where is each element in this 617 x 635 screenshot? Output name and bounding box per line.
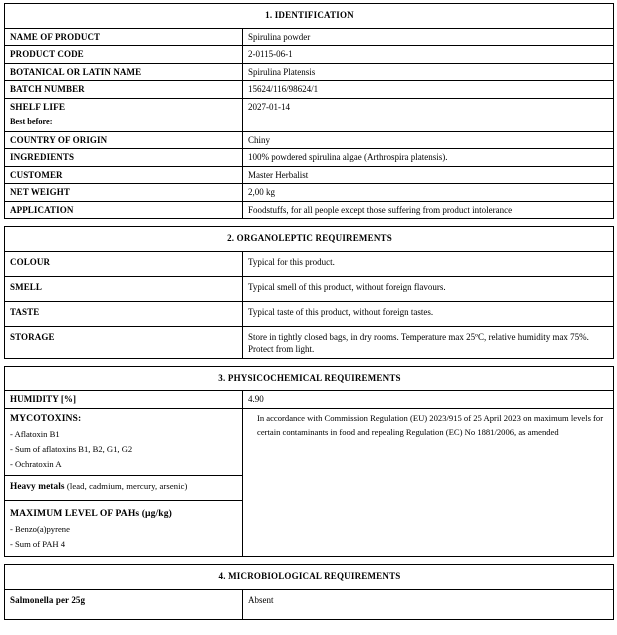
section-title-microbiological: 4. MICROBIOLOGICAL REQUIREMENTS xyxy=(5,565,614,590)
row-label-botanical-name: BOTANICAL OR LATIN NAME xyxy=(5,63,243,81)
row-value-storage: Store in tightly closed bags, in dry rooms. Temperature max 25ºC, relative humidity max 75%. Protect from light. xyxy=(243,326,614,358)
row-value-application: Foodstuffs, for all people except those suffering from product intolerance xyxy=(243,201,614,219)
section-title-row xyxy=(5,227,614,252)
row-value-humidity: 4.90 xyxy=(243,391,614,409)
section-microbiological-table xyxy=(4,564,614,620)
section-title-row xyxy=(5,366,614,391)
row-label-heavy-metals xyxy=(10,480,238,494)
row-label-smell: SMELL xyxy=(5,276,243,301)
row-value-colour: Typical for this product. xyxy=(243,251,614,276)
row-label-pahs-cell xyxy=(5,500,243,557)
row-value-ingredients: 100% powdered spirulina algae (Arthrospira platensis). xyxy=(243,149,614,167)
row-label-customer: CUSTOMER xyxy=(5,166,243,184)
row-value-smell: Typical smell of this product, without foreign flavours. xyxy=(243,276,614,301)
section-organoleptic-table xyxy=(4,226,614,359)
row-value-botanical-name: Spirulina Platensis xyxy=(243,63,614,81)
section-physicochemical-table xyxy=(4,366,614,558)
mycotoxin-item-sum-aflatoxins: - Sum of aflatoxins B1, B2, G1, G2 xyxy=(10,444,133,454)
section-title-identification: 1. IDENTIFICATION xyxy=(5,4,614,29)
row-value-net-weight: 2,00 kg xyxy=(243,184,614,202)
row-label-mycotoxins-cell xyxy=(5,408,243,476)
pah-item-sum-of-pah4: - Sum of PAH 4 xyxy=(10,539,66,549)
row-value-taste: Typical taste of this product, without foreign tastes. xyxy=(243,301,614,326)
row-value-country-of-origin: Chiny xyxy=(243,131,614,149)
section-title-physicochemical: 3. PHYSICOCHEMICAL REQUIREMENTS xyxy=(5,366,614,391)
mycotoxin-item-ochratoxin-a: - Ochratoxin A xyxy=(10,459,62,469)
row-label-shelf-life: SHELF LIFE xyxy=(10,102,66,113)
table-row xyxy=(5,81,614,99)
heavy-metals-bold: Heavy metals xyxy=(10,482,65,492)
row-label-taste: TASTE xyxy=(5,301,243,326)
table-row xyxy=(5,251,614,276)
row-label-application: APPLICATION xyxy=(5,201,243,219)
row-label-country-of-origin: COUNTRY OF ORIGIN xyxy=(5,131,243,149)
table-row xyxy=(5,276,614,301)
row-value-shelf-life: 2027-01-14 xyxy=(243,98,614,131)
row-value-customer: Master Herbalist xyxy=(243,166,614,184)
row-label-mycotoxins: MYCOTOXINS: xyxy=(10,412,82,424)
row-label-batch-number: BATCH NUMBER xyxy=(5,81,243,99)
table-row xyxy=(5,326,614,358)
row-label-storage: STORAGE xyxy=(5,326,243,358)
row-label-shelf-life-cell xyxy=(5,98,243,131)
table-row xyxy=(5,131,614,149)
regulation-note-text: In accordance with Commission Regulation (EU) 2023/915 of 25 April 2023 on maximum levels for certain contaminants in food and repealing Regulation (EC) No 1881/2006, as amended xyxy=(257,412,604,437)
section-title-organoleptic: 2. ORGANOLEPTIC REQUIREMENTS xyxy=(5,227,614,252)
row-value-product-code: 2-0115-06-1 xyxy=(243,46,614,64)
row-label-salmonella: Salmonella per 25g xyxy=(5,589,243,619)
row-value-salmonella: Absent xyxy=(243,589,614,619)
table-row xyxy=(5,408,614,476)
table-row xyxy=(5,63,614,81)
table-row xyxy=(5,589,614,619)
table-row xyxy=(5,28,614,46)
row-label-humidity: HUMIDITY [%] xyxy=(5,391,243,409)
row-label-colour: COLOUR xyxy=(5,251,243,276)
row-value-batch-number: 15624/116/98624/1 xyxy=(243,81,614,99)
row-value-regulation-note-cell xyxy=(243,408,614,557)
table-row xyxy=(5,46,614,64)
pah-item-benzoapyrene: - Benzo(a)pyrene xyxy=(10,524,70,534)
row-label-product-code: PRODUCT CODE xyxy=(5,46,243,64)
section-title-row xyxy=(5,565,614,590)
mycotoxin-item-aflatoxin-b1: - Aflatoxin B1 xyxy=(10,429,60,439)
section-identification-table xyxy=(4,3,614,219)
row-label-best-before: Best before: xyxy=(10,117,53,126)
table-row xyxy=(5,98,614,131)
section-title-row xyxy=(5,4,614,29)
row-label-heavy-metals-cell xyxy=(5,476,243,501)
table-row xyxy=(5,201,614,219)
table-row xyxy=(5,166,614,184)
table-row xyxy=(5,149,614,167)
table-row xyxy=(5,391,614,409)
row-label-net-weight: NET WEIGHT xyxy=(5,184,243,202)
table-row xyxy=(5,184,614,202)
row-label-maximum-level-of-pahs: MAXIMUM LEVEL OF PAHs (µg/kg) xyxy=(10,507,172,519)
heavy-metals-detail: (lead, cadmium, mercury, arsenic) xyxy=(64,481,188,491)
row-label-ingredients: INGREDIENTS xyxy=(5,149,243,167)
row-value-name-of-product: Spirulina powder xyxy=(243,28,614,46)
table-row xyxy=(5,301,614,326)
row-label-name-of-product: NAME OF PRODUCT xyxy=(5,28,243,46)
